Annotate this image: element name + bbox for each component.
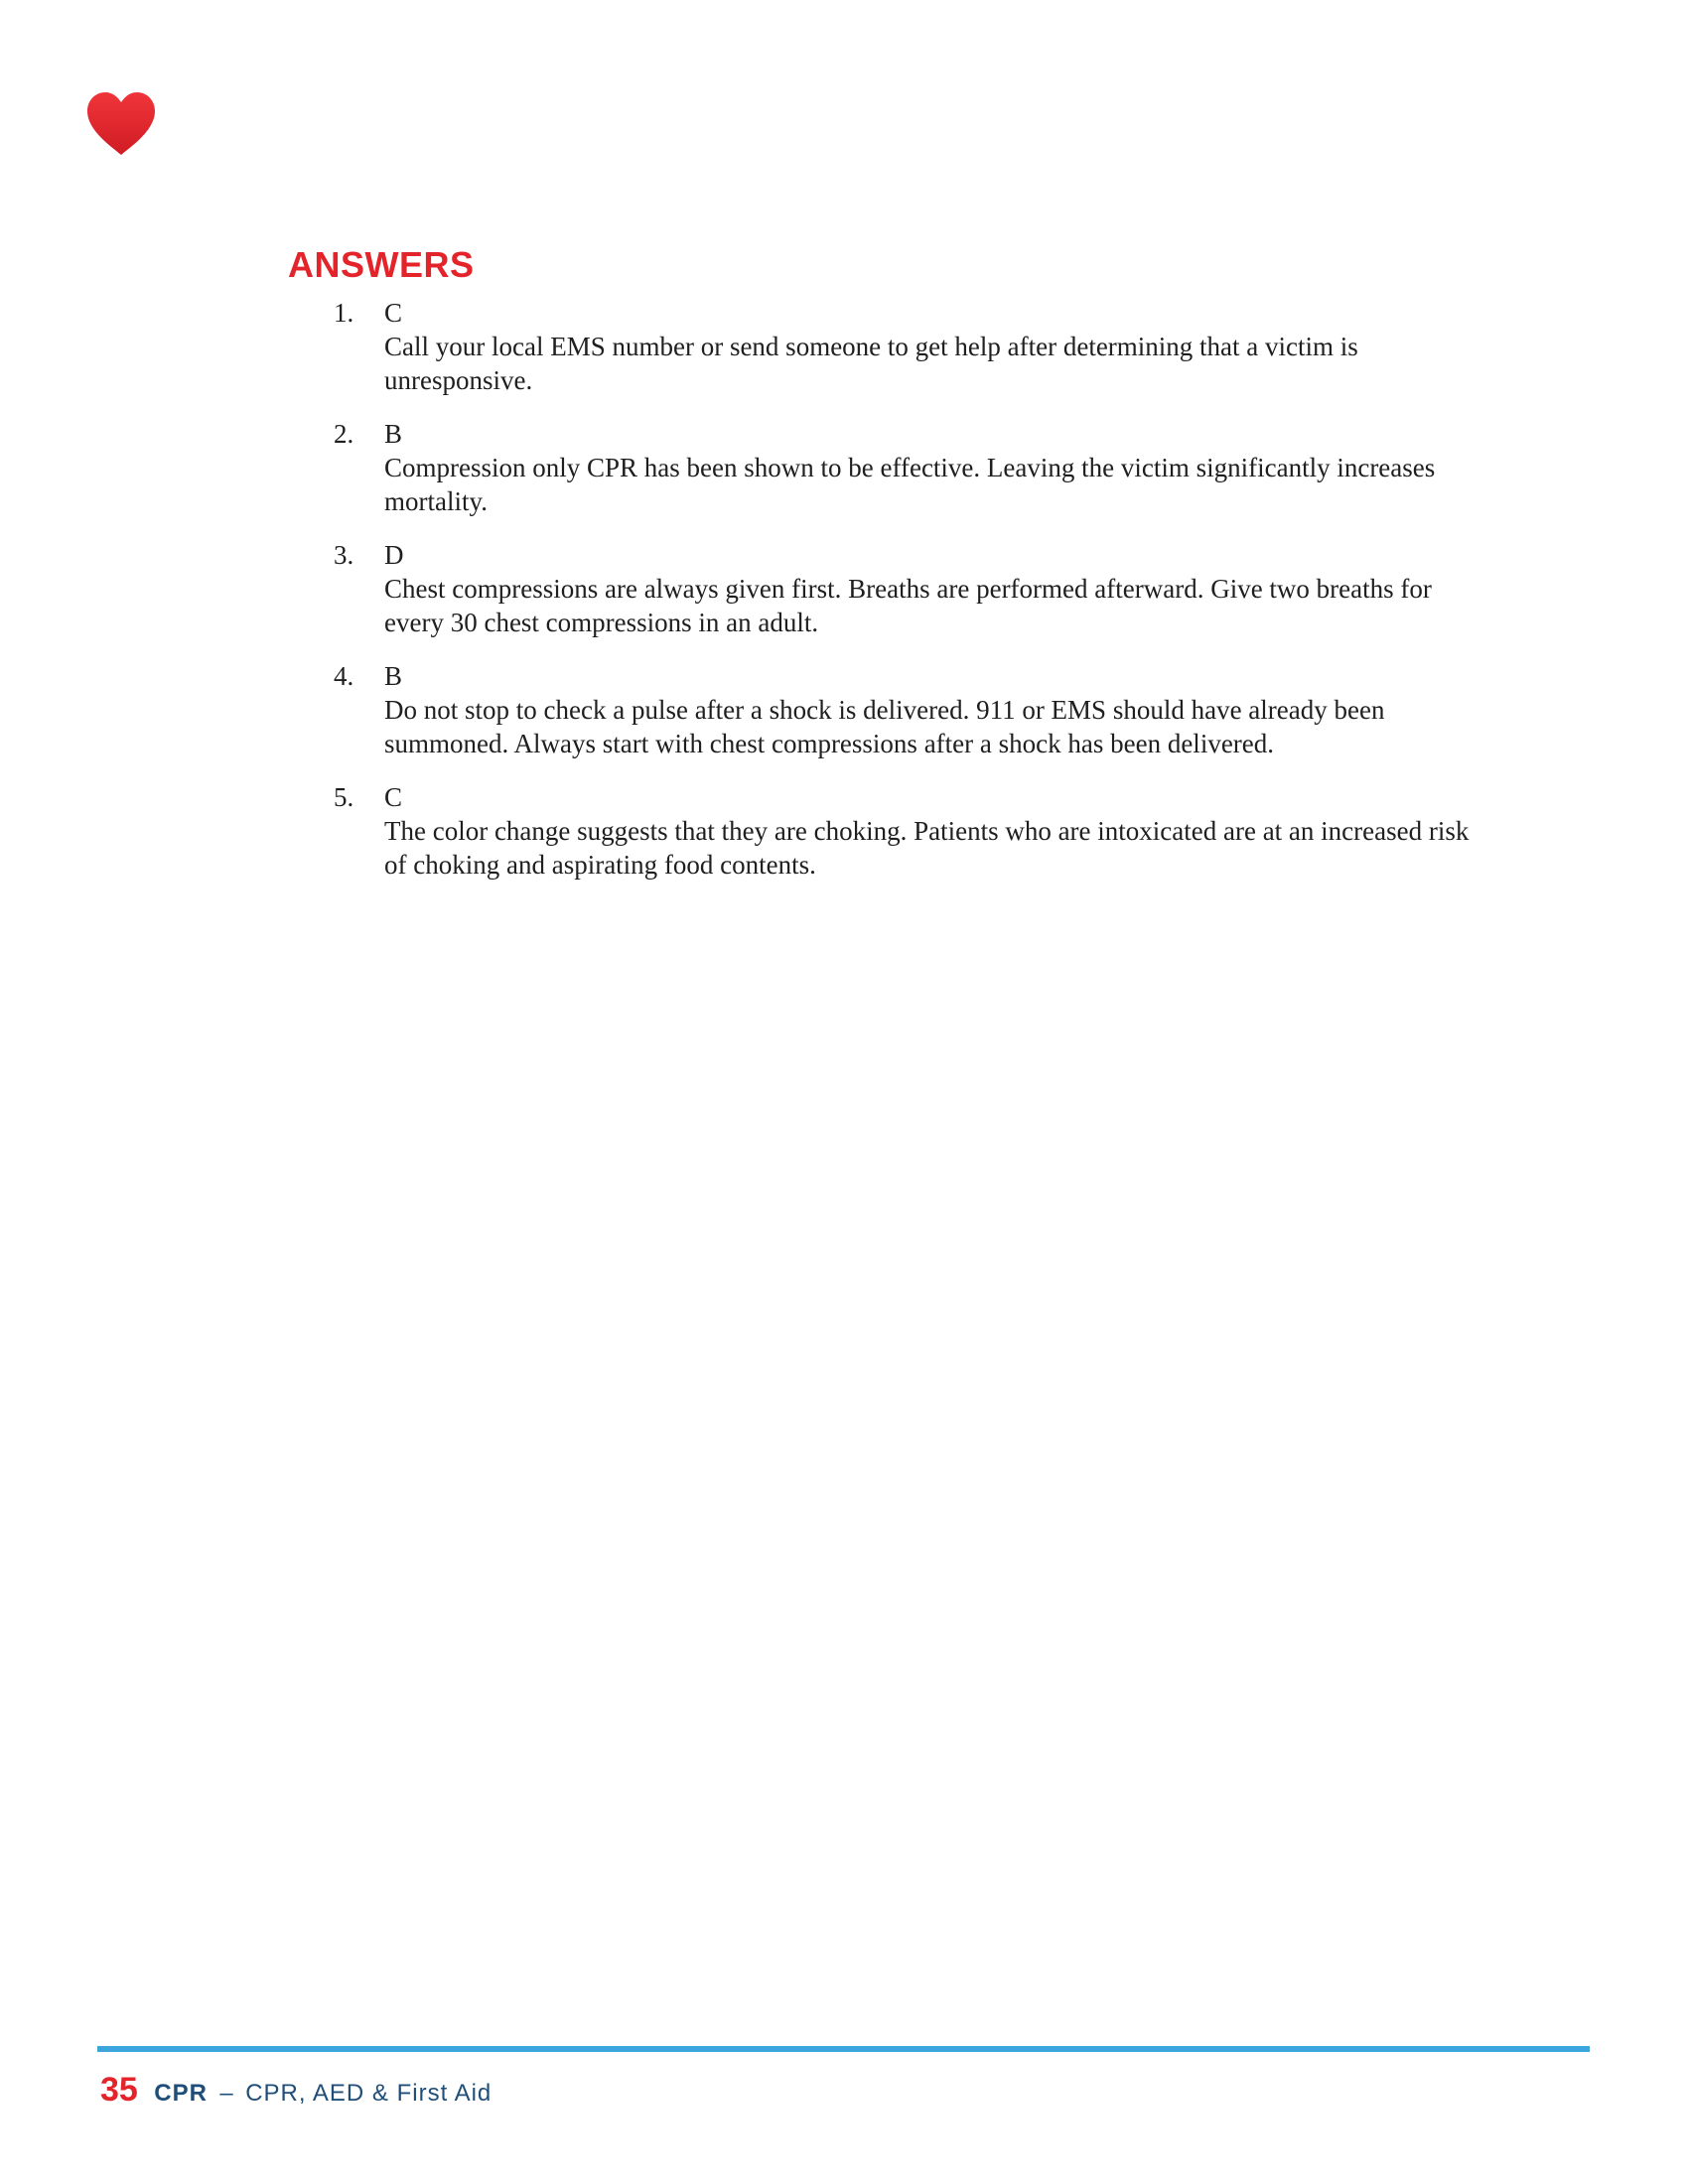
answer-item: [288, 538, 1479, 639]
answer-letter: C: [384, 782, 403, 812]
answer-letter: D: [384, 540, 404, 570]
answer-number: 1.: [334, 298, 354, 328]
answer-letter: B: [384, 661, 403, 691]
page-number: 35: [100, 2071, 138, 2109]
answer-item: [288, 417, 1479, 518]
answer-letter: C: [384, 298, 403, 328]
answer-item: [288, 296, 1479, 397]
answer-explanation: The color change suggests that they are choking. Patients who are intoxicated are at an increased risk of choking and aspirating food contents.: [384, 816, 1470, 880]
answer-letter: B: [384, 419, 403, 449]
footer-divider: [97, 2046, 1590, 2052]
answer-explanation: Compression only CPR has been shown to be effective. Leaving the victim significantly increases mortality.: [384, 453, 1436, 516]
heart-logo: [85, 91, 157, 157]
page-footer: [100, 2071, 492, 2110]
answers-section: [288, 244, 1479, 901]
heart-icon: [85, 91, 157, 157]
footer-brand: CPR: [154, 2080, 208, 2107]
answer-explanation: Chest compressions are always given first. Breaths are performed afterward. Give two breaths for every 30 chest compressions in an adult.: [384, 574, 1432, 637]
answer-explanation: Do not stop to check a pulse after a shock is delivered. 911 or EMS should have already been summoned. Always start with chest compressions after a shock has been delivered.: [384, 695, 1385, 758]
footer-separator: –: [219, 2080, 233, 2107]
answer-number: 3.: [334, 540, 354, 570]
answer-number: 4.: [334, 661, 354, 691]
answer-list: [288, 296, 1479, 882]
answer-number: 2.: [334, 419, 354, 449]
answer-number: 5.: [334, 782, 354, 812]
answer-explanation: Call your local EMS number or send someone to get help after determining that a victim is unresponsive.: [384, 332, 1358, 395]
answers-title: ANSWERS: [288, 244, 475, 285]
answer-item: [288, 659, 1479, 760]
answer-item: [288, 780, 1479, 882]
footer-subtitle: CPR, AED & First Aid: [245, 2080, 492, 2107]
